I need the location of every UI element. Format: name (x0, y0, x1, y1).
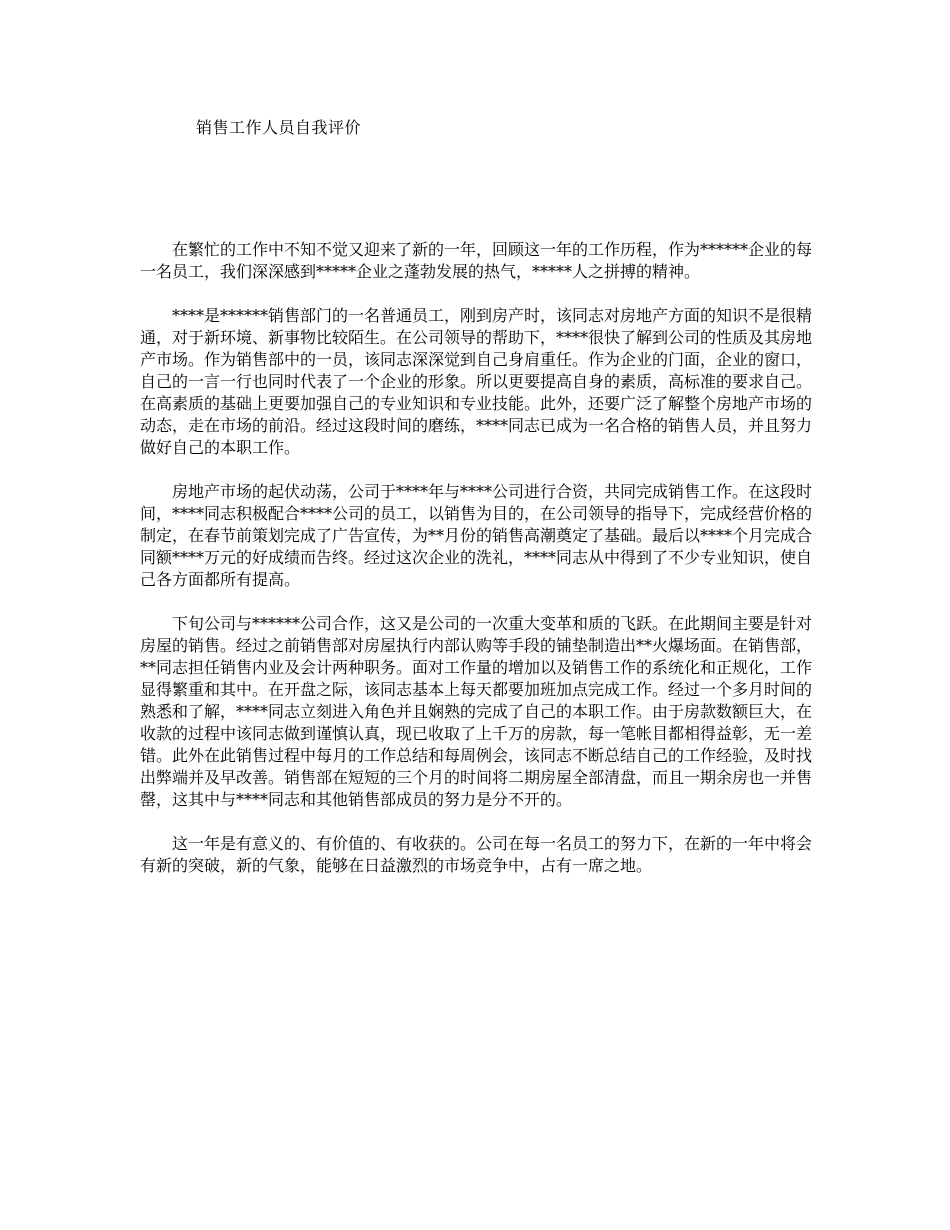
paragraph-employee-background: ****是******销售部门的一名普通员工，刚到房产时，该同志对房地产方面的知识不是很精通，对于新环境、新事物比较陌生。在公司领导的帮助下，****很快了解到公司的性质及其房地产市场。作为销售部中的一员，该同志深深觉到自己身肩重任。作为企业的门面，企业的窗口，自己的一言一行也同时代表了一个企业的形象。所以更要提高自身的素质，高标准的要求自己。在高素质的基础上更要加强自己的专业知识和专业技能。此外，还要广泛了解整个房地产市场的动态，走在市场的前沿。经过这段时间的磨练，****同志已成为一名合格的销售人员，并且努力做好自己的本职工作。 (140, 306, 813, 457)
document-body (140, 239, 812, 899)
paragraph-cooperation: 下旬公司与******公司合作，这又是公司的一次重大变革和质的飞跃。在此期间主要是针对房屋的销售。经过之前销售部对房屋执行内部认购等手段的铺垫制造出**火爆场面。在销售部，**同志担任销售内业及会计两种职务。面对工作量的增加以及销售工作的系统化和正规化，工作显得繁重和其中。在开盘之际，该同志基本上每天都要加班加点完成工作。经过一个多月时间的熟悉和了解，****同志立刻进入角色并且娴熟的完成了自己的本职工作。由于房款数额巨大，在收款的过程中该同志做到谨慎认真，现已收取了上千万的房款，每一笔帐目都相得益彰，无一差错。此外在此销售过程中每月的工作总结和每周例会，该同志不断总结自己的工作经验，及时找出弊端并及早改善。销售部在短短的三个月的时间将二期房屋全部清盘，而且一期余房也一并售罄，这其中与****同志和其他销售部成员的努力是分不开的。 (140, 614, 813, 809)
paragraph-joint-venture: 房地产市场的起伏动荡，公司于****年与****公司进行合资，共同完成销售工作。在这段时间，****同志积极配合****公司的员工，以销售为目的，在公司领导的指导下，完成经营价格的制定，在春节前策划完成了广告宣传，为**月份的销售高潮奠定了基础。最后以****个月完成合同额****万元的好成绩而告终。经过这次企业的洗礼，****同志从中得到了不少专业知识，使自己各方面都所有提高。 (140, 482, 813, 589)
paragraph-intro: 在繁忙的工作中不知不觉又迎来了新的一年，回顾这一年的工作历程，作为******企业的每一名员工，我们深深感到*****企业之蓬勃发展的热气，*****人之拼搏的精神。 (140, 240, 813, 281)
paragraph-conclusion: 这一年是有意义的、有价值的、有收获的。公司在每一名员工的努力下，在新的一年中将会有新的突破，新的气象，能够在日益激烈的市场竞争中，占有一席之地。 (140, 834, 813, 875)
document-title: 销售工作人员自我评价 (196, 118, 362, 137)
